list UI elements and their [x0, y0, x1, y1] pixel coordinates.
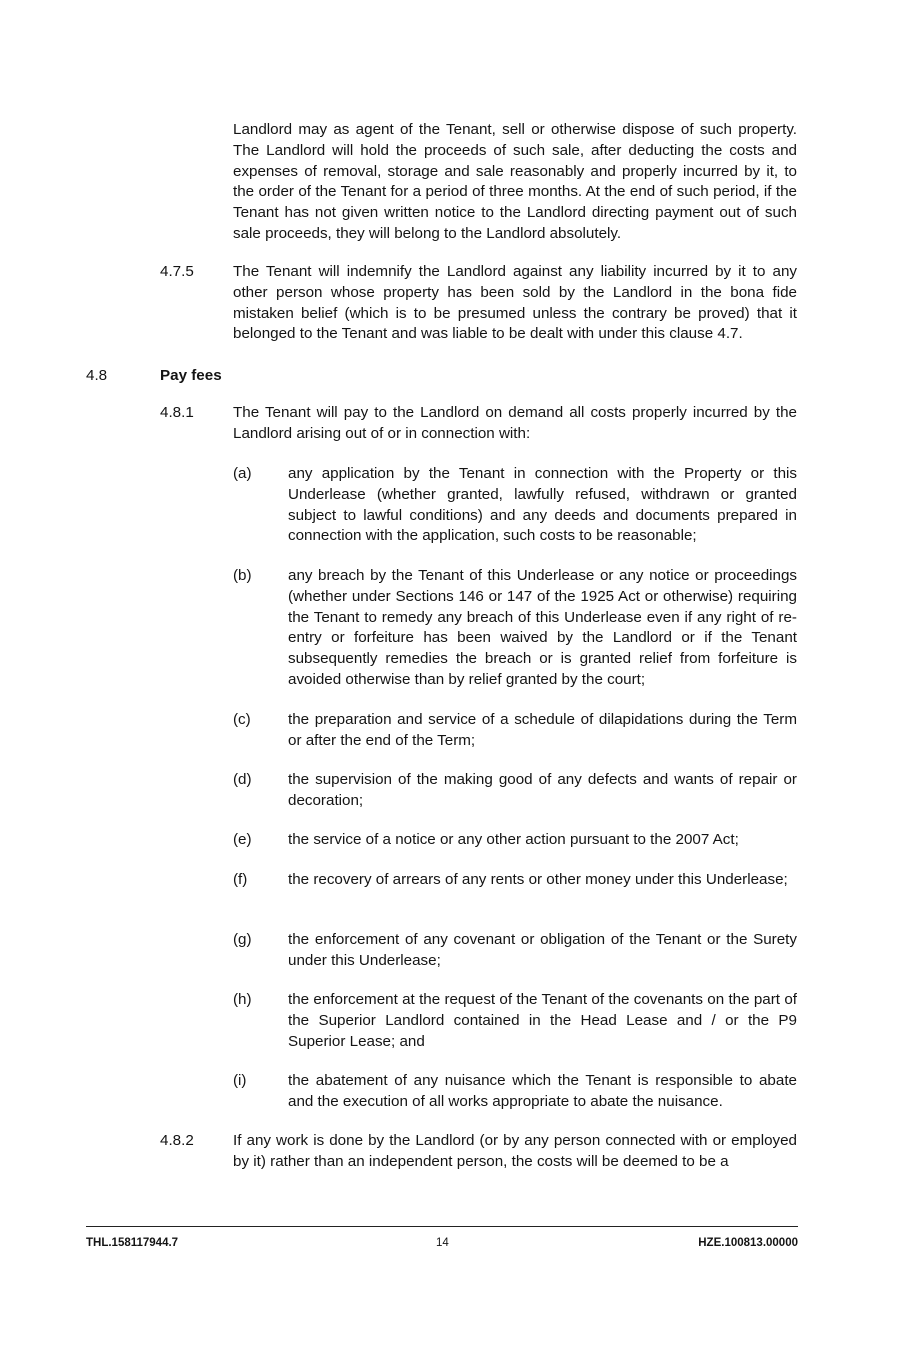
list-item-text: the abatement of any nuisance which the Tenant is responsible to abate and the execution of all works appropriate to abate the nuisance.: [288, 1072, 797, 1110]
footer-page-number: 14: [436, 1237, 449, 1249]
list-item-label: (d): [233, 771, 252, 788]
clause-number-4-7-5: 4.7.5: [160, 263, 194, 280]
list-item-text: the enforcement at the request of the Tenant of the covenants on the part of the Superior Landlord contained in the Head Lease and / or the P9 Superior Lease; and: [288, 991, 797, 1050]
list-item-label: (f): [233, 871, 248, 888]
footer-divider: [86, 1226, 798, 1227]
list-item-text: the service of a notice or any other action pursuant to the 2007 Act;: [288, 831, 739, 848]
clause-number-4-8-2: 4.8.2: [160, 1132, 194, 1149]
list-item-text: any application by the Tenant in connection with the Property or this Underlease (whether granted, lawfully refused, withdrawn or granted subject to lawful conditions) and any deeds and documents prepared in connection with the application, such costs to be reasonable;: [288, 465, 797, 545]
list-item-label: (c): [233, 711, 251, 728]
list-item-text: the supervision of the making good of any defects and wants of repair or decoration;: [288, 771, 797, 809]
clause-4-7-5-text: The Tenant will indemnify the Landlord against any liability incurred by it to any other person whose property has been sold by the Landlord in the bona fide mistaken belief (which is to be presumed unless the contrary be proved) that it belonged to the Tenant and was liable to be dealt with under this clause 4.7.: [233, 263, 797, 343]
list-item-text: the enforcement of any covenant or obligation of the Tenant or the Surety under this Underlease;: [288, 931, 797, 969]
clause-4-8-2-text: If any work is done by the Landlord (or by any person connected with or employed by it) rather than an independent person, the costs will be deemed to be a: [233, 1132, 797, 1170]
list-item-label: (h): [233, 991, 252, 1008]
list-item-label: (a): [233, 465, 252, 482]
clause-number-4-8-1: 4.8.1: [160, 404, 194, 421]
clause-heading-pay-fees: Pay fees: [160, 367, 222, 384]
list-item-label: (b): [233, 567, 252, 584]
list-item-label: (i): [233, 1072, 247, 1089]
list-item-text: the preparation and service of a schedule of dilapidations during the Term or after the end of the Term;: [288, 711, 797, 749]
list-item-label: (g): [233, 931, 252, 948]
clause-4-8-1-text: The Tenant will pay to the Landlord on demand all costs properly incurred by the Landlord arising out of or in connection with:: [233, 404, 797, 442]
clause-number-4-8: 4.8: [86, 367, 108, 384]
footer-right-reference: HZE.100813.00000: [698, 1237, 798, 1249]
list-item-text: the recovery of arrears of any rents or other money under this Underlease;: [288, 871, 788, 888]
list-item-label: (e): [233, 831, 252, 848]
clause-4-7-4-continuation: Landlord may as agent of the Tenant, sell or otherwise dispose of such property. The Landlord will hold the proceeds of such sale, after deducting the costs and expenses of removal, storage and sale reasonably and properly incurred by it, to the order of the Tenant for a period of three months. At the end of such period, if the Tenant has not given written notice to the Landlord directing payment out of such sale proceeds, they will belong to the Landlord absolutely.: [233, 121, 797, 242]
list-item-text: any breach by the Tenant of this Underlease or any notice or proceedings (whether under Sections 146 or 147 of the 1925 Act or otherwise) requiring the Tenant to remedy any breach of this Underlease even if any right of re-entry or forfeiture has been waived by the Landlord or if the Tenant subsequently remedies the breach or is granted relief from forfeiture is avoided otherwise than by relief granted by the court;: [288, 567, 797, 688]
footer-left-reference: THL.158117944.7: [86, 1237, 179, 1249]
